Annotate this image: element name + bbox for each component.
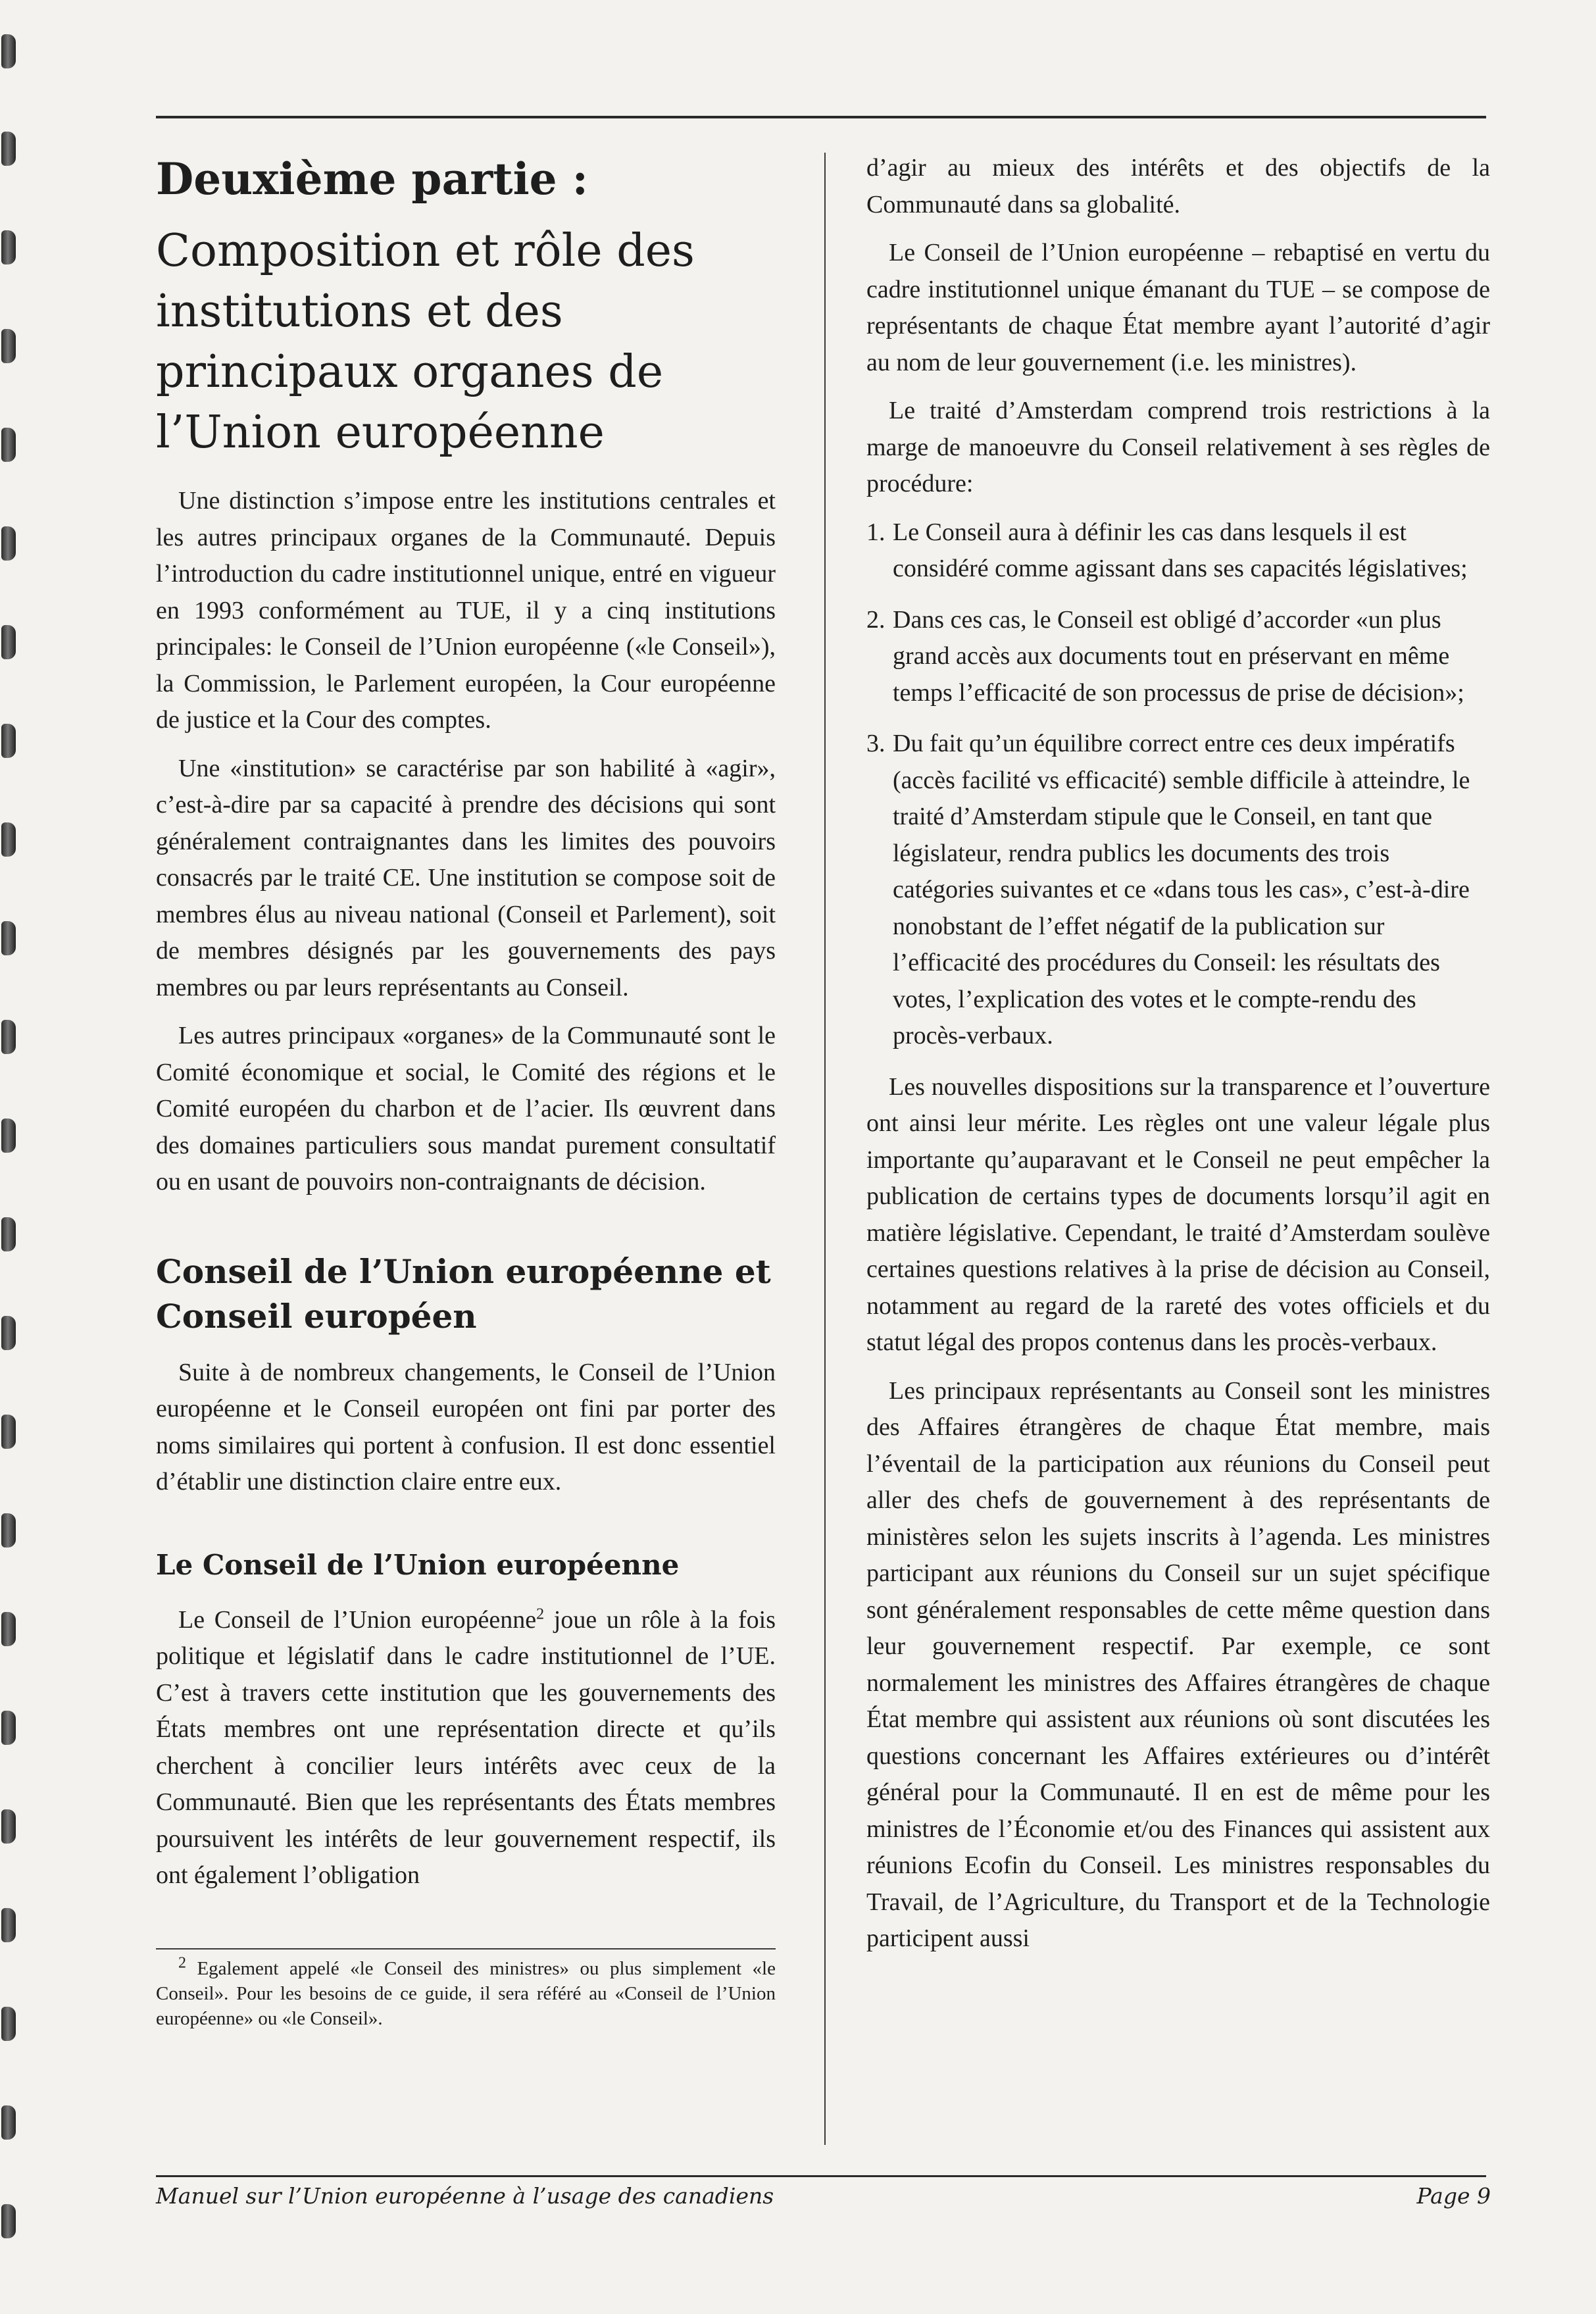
list-item <box>866 602 1490 712</box>
numbered-list <box>866 515 1490 1055</box>
binding-ring <box>1 1908 16 1942</box>
binding-ring <box>1 1316 16 1350</box>
binding-ring <box>1 921 16 955</box>
list-number: 3. <box>866 730 885 757</box>
column-divider <box>824 153 826 2145</box>
paragraph-text: joue un rôle à la fois politique et législatif dans le cadre institutionnel de l’UE. C’est à travers cette institution que les gouvernements des États membres ont une représentation directe et qu’ils cherchent à concilier leurs intérêts avec ceux de la Communauté. Bien que les représentants des États membres poursuivent les intérêts de leur gouvernement respectif, ils ont également l’obligation <box>156 1605 776 1889</box>
binding-ring <box>1 2007 16 2041</box>
list-item <box>866 726 1490 1055</box>
footnote-reference: 2 <box>536 1605 545 1622</box>
paragraph: Les autres principaux «organes» de la Communauté sont le Comité économique et social, le Comité des régions et le Comité européen du charbon et de l’acier. Ils œuvrent dans des domaines particuliers sous mandat purement consultatif ou en usant de pouvoirs non-contraignants de décision. <box>156 1022 776 1195</box>
paragraph: Une «institution» se caractérise par son habilité à «agir», c’est-à-dire par sa capacité à prendre des décisions qui sont généralement contraignantes dans les limites des pouvoirs consacrés par le traité CE. Une institution se compose soit de membres élus au niveau national (Conseil et Parlement), soit de membres désignés par les gouvernements des pays membres ou par leurs représentants au Conseil. <box>156 754 776 1001</box>
binding-ring <box>1 1513 16 1547</box>
binding-ring <box>1 625 16 659</box>
binding-ring <box>1 230 16 264</box>
footer-rule <box>156 2175 1486 2177</box>
list-item <box>866 515 1490 588</box>
list-number: 2. <box>866 605 885 634</box>
binding-ring <box>1 428 16 462</box>
binding-ring <box>1 1415 16 1449</box>
binding-ring <box>1 329 16 363</box>
list-text: Du fait qu’un équilibre correct entre ces deux impératifs (accès facilité vs efficacité) semble difficile à atteindre, le traité d’Amsterdam stipule que le Conseil, en tant que législateur, rendra publics les documents des trois catégories suivantes et ce «dans tous les cas», c’est-à-dire nonobstant de l’effet négatif de la publication sur l’efficacité des procédures du Conseil: les résultats des votes, l’explication des votes et le compte-rendu des procès-verbaux. <box>893 730 1470 1049</box>
footnote <box>156 1953 776 2031</box>
subsection-heading: Le Conseil de l’Union européenne <box>156 1548 680 1581</box>
footnote-text: Egalement appelé «le Conseil des ministres» ou plus simplement «le Conseil». Pour les besoins de ce guide, il sera référé au «Conseil de l’Union européenne» ou «le Conseil». <box>156 1957 776 2029</box>
binding-ring <box>1 1809 16 1844</box>
paragraph: Les nouvelles dispositions sur la transparence et l’ouverture ont ainsi leur mérite. Les règles ont une valeur légale plus importante qu’auparavant et le Conseil ne peut empêcher la publication de certains types de documents lorsqu’il agit en matière législative. Cependant, le traité d’Amsterdam soulève certaines questions relatives à la prise de décision au Conseil, notamment au regard de la rareté des votes officiels et du statut légal des propos contenus dans les procès-verbaux. <box>866 1072 1490 1356</box>
footnote-marker: 2 <box>178 1953 186 1971</box>
binding-ring <box>1 1119 16 1153</box>
section-heading: Conseil de l’Union européenne et Conseil européen <box>156 1251 771 1336</box>
paragraph: Les principaux représentants au Conseil sont les ministres des Affaires étrangères de chaque État membre, mais l’éventail de la participation aux réunions du Conseil peut aller des chefs de gouvernement à des représentants de ministères selon les sujets inscrits à l’agenda. Les ministres participant aux réunions du Conseil sur un sujet spécifique sont généralement responsables de cette même question dans leur gouvernement respectif. Par exemple, ce sont normalement les ministres des Affaires étrangères de chaque État membre qui assistent aux réunions où sont discutées les questions concernant les Affaires extérieures ou d’intérêt général pour la Communauté. Il en est de même pour les ministres de l’Économie et/ou des Finances qui assistent aux réunions Ecofin du Conseil. Les ministres responsables du Travail, de l’Agriculture, du Transport et de la Technologie participent aussi <box>866 1376 1490 1952</box>
binding-ring <box>1 2204 16 2238</box>
footer-title: Manuel sur l’Union européenne à l’usage des canadiens <box>156 2183 774 2209</box>
binding-ring <box>1 1020 16 1054</box>
binding-ring <box>1 132 16 166</box>
paragraph: Le traité d’Amsterdam comprend trois restrictions à la marge de manoeuvre du Conseil relativement à ses règles de procédure: <box>866 397 1490 497</box>
list-number: 1. <box>866 518 885 546</box>
main-heading: Composition et rôle des institutions et des principaux organes de l’Union européenne <box>156 225 695 459</box>
right-column <box>866 150 1490 1969</box>
part-heading: Deuxième partie : <box>156 153 589 205</box>
binding-ring <box>1 2105 16 2140</box>
spiral-binding <box>0 0 26 2314</box>
binding-ring <box>1 526 16 561</box>
header-rule <box>156 116 1486 118</box>
paragraph: d’agir au mieux des intérêts et des objectifs de la Communauté dans sa globalité. <box>866 154 1490 218</box>
left-column <box>156 151 776 2043</box>
list-text: Le Conseil aura à définir les cas dans lesquels il est considéré comme agissant dans ses capacités législatives; <box>893 518 1468 582</box>
paragraph: Le Conseil de l’Union européenne – rebaptisé en vertu du cadre institutionnel unique émanant du TUE – se compose de représentants de chaque État membre ayant l’autorité d’agir au nom de leur gouvernement (i.e. les ministres). <box>866 239 1490 376</box>
binding-ring <box>1 1711 16 1745</box>
paragraph-text: Le Conseil de l’Union européenne <box>178 1605 537 1634</box>
paragraph <box>156 1602 776 1894</box>
list-text: Dans ces cas, le Conseil est obligé d’accorder «un plus grand accès aux documents tout en préservant en même temps l’efficacité de son processus de prise de décision»; <box>893 605 1464 707</box>
binding-ring <box>1 822 16 857</box>
binding-ring <box>1 34 16 68</box>
binding-ring <box>1 1217 16 1251</box>
binding-ring <box>1 1612 16 1646</box>
paragraph: Une distinction s’impose entre les institutions centrales et les autres principaux organes de la Communauté. Depuis l’introduction du cadre institutionnel unique, entré en vigueur en 1993 conformément au TUE, il y a cinq institutions principales: le Conseil de l’Union européenne («le Conseil»), la Commission, le Parlement européen, la Cour européenne de justice et la Cour des comptes. <box>156 487 776 734</box>
footnote-rule <box>156 1948 776 1949</box>
binding-ring <box>1 724 16 758</box>
page-number: Page 9 <box>1416 2183 1491 2209</box>
paragraph: Suite à de nombreux changements, le Conseil de l’Union européenne et le Conseil européen ont fini par porter des noms similaires qui portent à confusion. Il est donc essentiel d’établir une distinction claire entre eux. <box>156 1358 776 1496</box>
